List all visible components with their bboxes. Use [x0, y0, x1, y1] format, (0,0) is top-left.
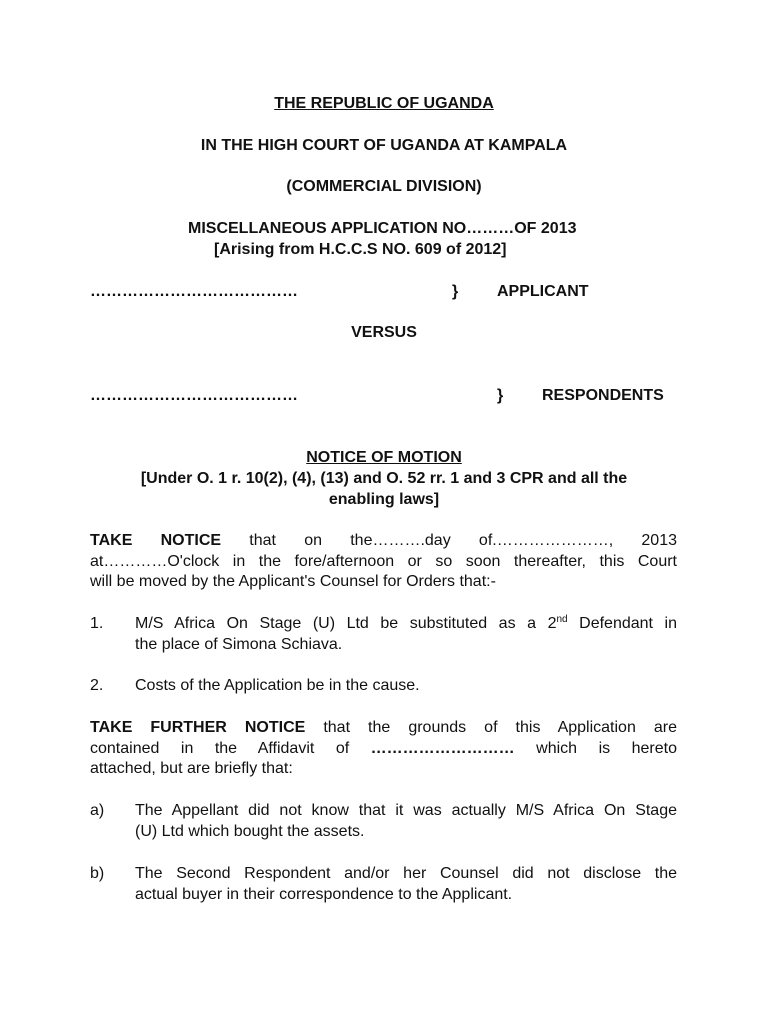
ground-b-line-2: actual buyer in their correspondence to the Applicant.: [135, 885, 513, 903]
application-number: MISCELLANEOUS APPLICATION NO………OF 2013: [188, 220, 577, 237]
applicant-brace: }: [452, 283, 459, 300]
ground-b-text: [135, 864, 677, 905]
further-notice-line-2: contained in the Affidavit of ……………………… which is hereto: [90, 739, 677, 757]
take-notice-paragraph: [90, 531, 677, 593]
further-notice-lead: TAKE FURTHER NOTICE: [90, 719, 306, 736]
notice-of-motion-title: NOTICE OF MOTION: [306, 449, 462, 466]
further-notice-paragraph: [90, 718, 677, 780]
order-2-line-1: Costs of the Application be in the cause.: [135, 677, 420, 694]
ground-a-line-2: (U) Ltd which bought the assets.: [135, 822, 365, 840]
take-notice-line-2: at…………O'clock in the fore/afternoon or so soon thereafter, this Court: [90, 552, 677, 570]
applicant-label: APPLICANT: [497, 283, 589, 300]
ground-a-marker: a): [90, 802, 105, 819]
motion-under-line-1: [Under O. 1 r. 10(2), (4), (13) and O. 52 rr. 1 and 3 CPR and all the: [140, 470, 628, 487]
order-1-line-2: the place of Simona Schiava.: [135, 635, 343, 653]
further-notice-line-1: TAKE FURTHER NOTICE that the grounds of this Application are: [90, 719, 678, 736]
order-2-text: [135, 676, 677, 697]
respondent-dots: …………………………………: [90, 387, 298, 404]
motion-under-line-2: enabling laws]: [328, 491, 440, 508]
court-heading: IN THE HIGH COURT OF UGANDA AT KAMPALA: [200, 137, 568, 154]
take-notice-line-1: TAKE NOTICE that on the……….day of.…………………, 2013: [90, 532, 677, 549]
division-heading: (COMMERCIAL DIVISION): [286, 178, 482, 195]
affidavit-blank: ………………………: [370, 739, 515, 757]
arising-from: [Arising from H.C.C.S NO. 609 of 2012]: [214, 241, 507, 258]
ground-a-line-1: The Appellant did not know that it was actually M/S Africa On Stage: [135, 802, 677, 819]
applicant-dots: …………………………………: [90, 283, 298, 300]
order-2-marker: 2.: [90, 677, 104, 694]
order-1-text: [135, 614, 677, 655]
versus-label: VERSUS: [351, 324, 417, 341]
ground-b-marker: b): [90, 865, 105, 882]
order-1-line-1: M/S Africa On Stage (U) Ltd be substituted as a 2nd Defendant in: [135, 614, 677, 632]
order-1-marker: 1.: [90, 615, 104, 632]
further-notice-line-3: attached, but are briefly that:: [90, 760, 293, 777]
ground-a-text: [135, 801, 677, 842]
respondent-label: RESPONDENTS: [542, 387, 664, 404]
take-notice-lead: TAKE NOTICE: [90, 532, 222, 549]
ground-b-line-1: The Second Respondent and/or her Counsel did not disclose the: [135, 865, 677, 882]
respondent-brace: }: [497, 387, 504, 404]
republic-heading: THE REPUBLIC OF UGANDA: [274, 95, 494, 112]
take-notice-line-3: will be moved by the Applicant's Counsel for Orders that:-: [90, 573, 496, 590]
